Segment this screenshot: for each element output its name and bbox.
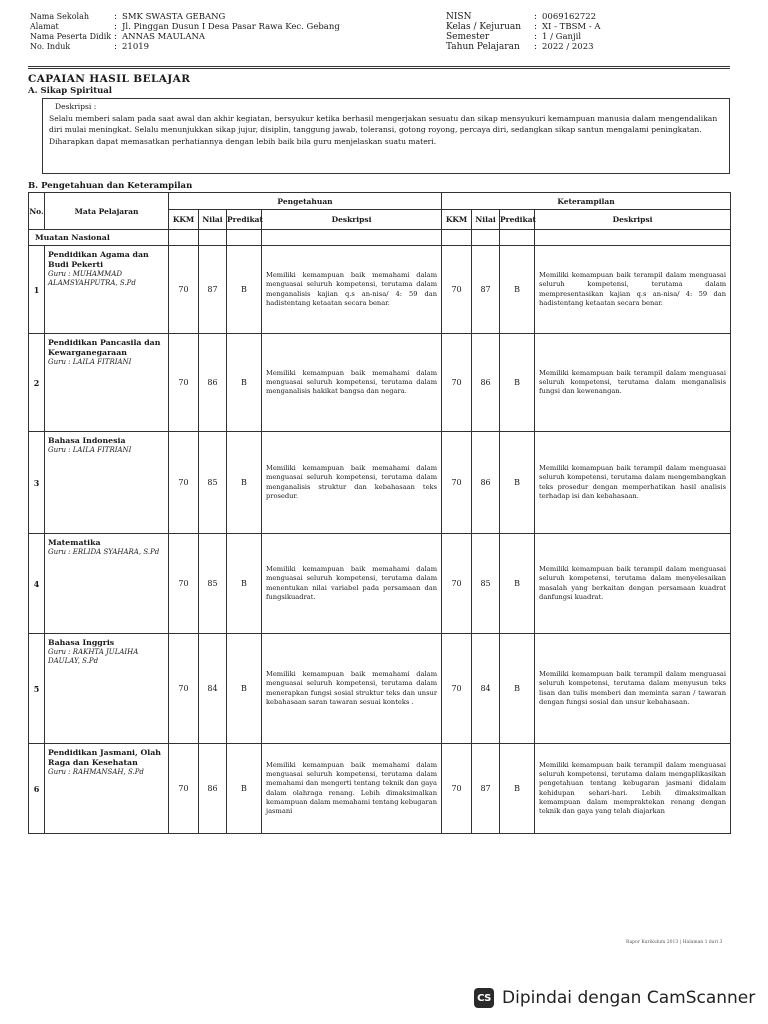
spiritual-description-box xyxy=(42,98,730,174)
skill-kkm: 70 xyxy=(442,334,472,432)
knowledge-description: Memiliki kemampuan baik memahami dalam menguasai seluruh kompetensi, terutama dalam memahami dan mengerti tentang teknik dan gaya dalam olahraga renang. Lebih dimaksimalkan kemampuan dalam memahami tentang kebugaran jasmani xyxy=(262,744,442,834)
info-separator: : xyxy=(534,32,538,42)
muatan-label: Muatan Nasional xyxy=(29,230,169,246)
info-row xyxy=(30,32,430,42)
column-header-subject: Mata Pelajaran xyxy=(45,193,169,230)
column-header-kkm: KKM xyxy=(442,210,472,230)
skill-predikat: B xyxy=(500,634,535,744)
empty-cell xyxy=(227,230,262,246)
column-header-deskripsi: Deskripsi xyxy=(535,210,731,230)
column-header-nilai: Nilai xyxy=(472,210,500,230)
subject-name: Pendidikan Pancasila dan Kewarganegaraan xyxy=(48,338,161,357)
knowledge-nilai: 86 xyxy=(199,334,227,432)
column-header-no: No. xyxy=(29,193,45,230)
teacher-name: Guru : ERLIDA SYAHARA, S.Pd xyxy=(48,548,160,556)
knowledge-kkm: 70 xyxy=(169,634,199,744)
knowledge-description: Memiliki kemampuan baik memahami dalam menguasai seluruh kompetensi, terutama dalam menganalisis struktur dan kebahasaan teks prosedur. xyxy=(262,432,442,534)
grades-table xyxy=(28,192,731,834)
teacher-name: Guru : MUHAMMAD ALAMSYAHPUTRA, S.Pd xyxy=(48,270,136,287)
row-number: 4 xyxy=(29,534,45,634)
knowledge-kkm: 70 xyxy=(169,246,199,334)
info-label: Alamat xyxy=(30,22,59,31)
skill-kkm: 70 xyxy=(442,432,472,534)
knowledge-kkm: 70 xyxy=(169,432,199,534)
subject-cell xyxy=(45,334,169,432)
column-header-deskripsi: Deskripsi xyxy=(262,210,442,230)
teacher-name: Guru : RAKHTA JULAIHA DAULAY, S.Pd xyxy=(48,648,139,665)
header-divider xyxy=(28,66,730,67)
student-name: ANNAS MAULANA xyxy=(122,32,206,42)
skill-kkm: 70 xyxy=(442,634,472,744)
skill-predikat: B xyxy=(500,246,535,334)
subject-cell xyxy=(45,432,169,534)
skill-nilai: 85 xyxy=(472,534,500,634)
skill-nilai: 87 xyxy=(472,744,500,834)
skill-description: Memiliki kemampuan baik terampil dalam menguasai seluruh kompetensi, terutama dalam menganalisis fungsi dan kewenangan. xyxy=(535,334,731,432)
info-row xyxy=(30,42,430,52)
skill-predikat: B xyxy=(500,432,535,534)
column-header-nilai: Nilai xyxy=(199,210,227,230)
subject-cell xyxy=(45,534,169,634)
info-row xyxy=(30,12,430,22)
skill-kkm: 70 xyxy=(442,246,472,334)
empty-cell xyxy=(535,230,731,246)
school-address: Jl. Pinggan Dusun I Desa Pasar Rawa Kec. Gebang xyxy=(122,22,340,32)
knowledge-nilai: 84 xyxy=(199,634,227,744)
watermark-text: Dipindai dengan CamScanner xyxy=(502,988,756,1008)
table-row xyxy=(29,246,731,334)
student-info-left xyxy=(30,12,430,52)
skill-description: Memiliki kemampuan baik terampil dalam menguasai seluruh kompetensi, terutama dalam menyelesaikan masalah yang berkaitan dengan persamaan kuadrat danfungsi kuadrat. xyxy=(535,534,731,634)
info-label: NISN xyxy=(446,12,472,22)
info-label: Nama Sekolah xyxy=(30,12,90,21)
academic-year-value: 2022 / 2023 xyxy=(542,42,594,52)
student-info-right xyxy=(446,12,746,52)
teacher-name: Guru : LAILA FITRIANI xyxy=(48,358,132,366)
muatan-row xyxy=(29,230,731,246)
skill-predikat: B xyxy=(500,534,535,634)
student-id: 21019 xyxy=(122,42,150,52)
subject-name: Pendidikan Agama dan Budi Pekerti xyxy=(48,250,149,269)
info-separator: : xyxy=(534,22,538,32)
knowledge-kkm: 70 xyxy=(169,744,199,834)
info-row xyxy=(30,22,430,32)
table-header-row xyxy=(29,193,731,210)
skill-nilai: 86 xyxy=(472,432,500,534)
info-separator: : xyxy=(534,42,538,52)
teacher-name: Guru : RAHMANSAH, S.Pd xyxy=(48,768,144,776)
knowledge-predikat: B xyxy=(227,334,262,432)
spiritual-description-text: Selalu memberi salam pada saat awal dan akhir kegiatan, bersyukur ketika berhasil mengerjakan sesuatu dan sikap mensyukuri kemampuan manusia dalam mengendalikan diri mulai meningkat. Selalu menunjukkan sikap jujur, disiplin, tanggung jawab, toleransi, gotong royong, percaya diri, sedangkan sikap santun mengalami peningkatan. Diharapkan dapat memasatkan perhatiannya dengan lebih baik bila guru menjelaskan suatu materi. xyxy=(49,113,718,146)
skill-predikat: B xyxy=(500,334,535,432)
school-name: SMK SWASTA GEBANG xyxy=(122,12,226,22)
row-number: 5 xyxy=(29,634,45,744)
table-row xyxy=(29,334,731,432)
info-label: Tahun Pelajaran xyxy=(446,42,520,52)
section-title: CAPAIAN HASIL BELAJAR xyxy=(28,73,191,85)
skill-description: Memiliki kemampuan baik terampil dalam menguasai seluruh kompetensi, terutama dalam mengaplikasikan pengetahuan tentang kebugaran jasmani didalam kehidupan sehari-hari. Lebih dimaksimalkan kemampuan dalam mempraktekan renang dengan teknik dan gaya yang telah diajarkan xyxy=(535,744,731,834)
class-value: XI - TBSM - A xyxy=(542,22,601,32)
row-number: 1 xyxy=(29,246,45,334)
skill-kkm: 70 xyxy=(442,744,472,834)
knowledge-nilai: 85 xyxy=(199,432,227,534)
knowledge-predikat: B xyxy=(227,432,262,534)
knowledge-predikat: B xyxy=(227,246,262,334)
knowledge-predikat: B xyxy=(227,534,262,634)
info-row xyxy=(446,32,746,42)
row-number: 6 xyxy=(29,744,45,834)
table-row xyxy=(29,534,731,634)
info-separator: : xyxy=(114,42,118,52)
table-row xyxy=(29,432,731,534)
subject-name: Bahasa Inggris xyxy=(48,638,115,647)
group-header-skill: Keterampilan xyxy=(442,193,731,210)
header-divider xyxy=(28,68,730,69)
empty-cell xyxy=(262,230,442,246)
knowledge-description: Memiliki kemampuan baik memahami dalam menguasai seluruh kompetensi, terutama dalam menerapkan fungsi sosial struktur teks dan unsur kebahasaan saran tawaran sesuai konteks . xyxy=(262,634,442,744)
knowledge-description: Memiliki kemampuan baik memahami dalam menguasai seluruh kompetensi, terutama dalam menentukan nilai variabel pada persamaan dan fungsikuadrat. xyxy=(262,534,442,634)
knowledge-predikat: B xyxy=(227,634,262,744)
subject-cell xyxy=(45,246,169,334)
info-row xyxy=(446,22,746,32)
subject-cell xyxy=(45,744,169,834)
row-number: 3 xyxy=(29,432,45,534)
skill-description: Memiliki kemampuan baik terampil dalam menguasai seluruh kompetensi, terutama dalam mengembangkan teks prosedur dengan memperhatikan hasil analisis terhadap isi dan kebahasaan. xyxy=(535,432,731,534)
skill-description: Memiliki kemampuan baik terampil dalam menguasai seluruh kompetensi, terutama dalam mempresentasikan kajian q.s an-nisa/ 4: 59 dan hadistentang ketaatan secara benar. xyxy=(535,246,731,334)
subject-cell xyxy=(45,634,169,744)
nisn-value: 0069162722 xyxy=(542,12,597,22)
camscanner-watermark xyxy=(474,980,768,1016)
description-label: Deskripsi : xyxy=(55,102,97,111)
knowledge-heading: B. Pengetahuan dan Keterampilan xyxy=(28,181,193,191)
info-label: Semester xyxy=(446,32,490,42)
page-footer-note: Rapor Kurikulum 2013 | Halaman 1 dari 3 xyxy=(626,940,723,945)
group-header-knowledge: Pengetahuan xyxy=(169,193,442,210)
column-header-predikat: Predikat xyxy=(500,210,535,230)
info-row xyxy=(446,12,746,22)
info-label: No. Induk xyxy=(30,42,71,51)
skill-nilai: 87 xyxy=(472,246,500,334)
knowledge-nilai: 85 xyxy=(199,534,227,634)
camscanner-logo-icon: CS xyxy=(474,988,494,1008)
info-separator: : xyxy=(114,12,118,22)
empty-cell xyxy=(472,230,500,246)
empty-cell xyxy=(442,230,472,246)
knowledge-description: Memiliki kemampuan baik memahami dalam menguasai seluruh kompetensi, terutama dalam menganalisis kajian q.s an-nisa/ 4: 59 dan hadistentang ketaatan secara benar. xyxy=(262,246,442,334)
column-header-kkm: KKM xyxy=(169,210,199,230)
teacher-name: Guru : LAILA FITRIANI xyxy=(48,446,132,454)
spiritual-heading: A. Sikap Spiritual xyxy=(28,86,113,96)
row-number: 2 xyxy=(29,334,45,432)
skill-nilai: 84 xyxy=(472,634,500,744)
skill-description: Memiliki kemampuan baik terampil dalam menguasai seluruh kompetensi, terutama dalam menyusun teks lisan dan tulis memberi dan meminta saran / tawaran dengan fungsi sosial dan unsur kebahasaan. xyxy=(535,634,731,744)
column-header-predikat: Predikat xyxy=(227,210,262,230)
skill-nilai: 86 xyxy=(472,334,500,432)
semester-value: 1 / Ganjil xyxy=(542,32,582,42)
info-label: Kelas / Kejuruan xyxy=(446,22,522,32)
subject-name: Pendidikan Jasmani, Olah Raga dan Kesehatan xyxy=(48,748,161,767)
skill-kkm: 70 xyxy=(442,534,472,634)
info-separator: : xyxy=(534,12,538,22)
knowledge-kkm: 70 xyxy=(169,534,199,634)
empty-cell xyxy=(199,230,227,246)
skill-predikat: B xyxy=(500,744,535,834)
subject-name: Matematika xyxy=(48,538,101,547)
knowledge-predikat: B xyxy=(227,744,262,834)
info-separator: : xyxy=(114,22,118,32)
empty-cell xyxy=(169,230,199,246)
table-row xyxy=(29,634,731,744)
knowledge-nilai: 87 xyxy=(199,246,227,334)
knowledge-kkm: 70 xyxy=(169,334,199,432)
info-separator: : xyxy=(114,32,118,42)
info-row xyxy=(446,42,746,52)
info-label: Nama Peserta Didik xyxy=(30,32,112,41)
table-row xyxy=(29,744,731,834)
knowledge-description: Memiliki kemampuan baik memahami dalam menguasai seluruh kompetensi, terutama dalam menganalisis hakikat bangsa dan negara. xyxy=(262,334,442,432)
subject-name: Bahasa Indonesia xyxy=(48,436,126,445)
knowledge-nilai: 86 xyxy=(199,744,227,834)
empty-cell xyxy=(500,230,535,246)
